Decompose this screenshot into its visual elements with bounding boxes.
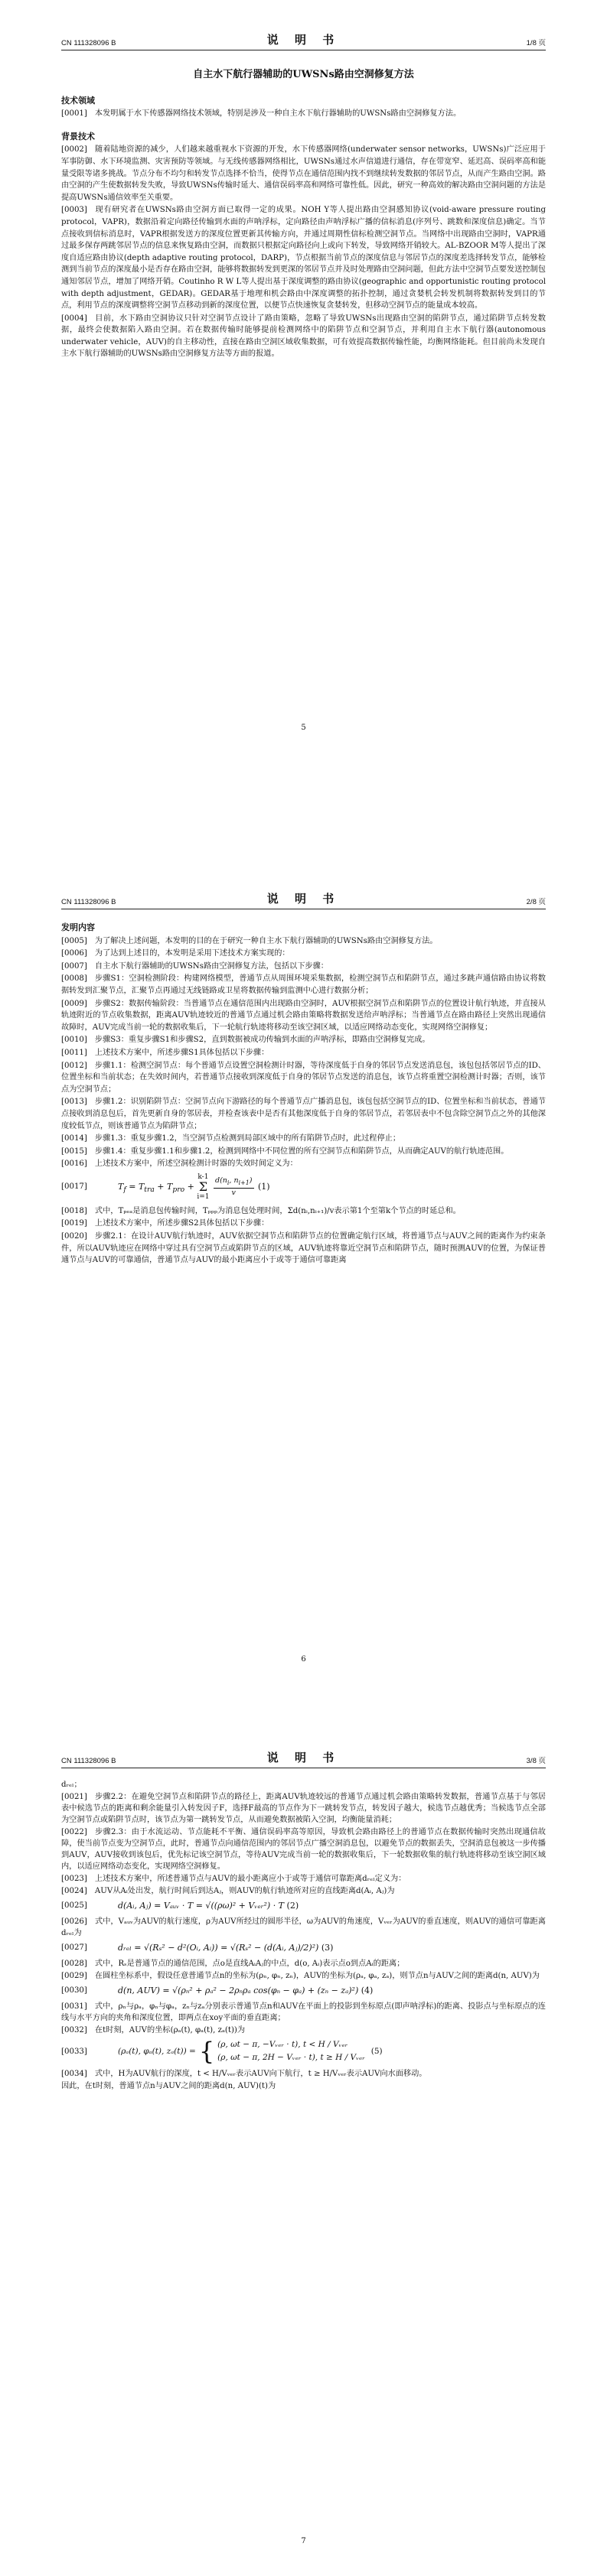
publication-number: CN 111328096 B — [61, 898, 116, 906]
page-footer-number: 7 — [301, 2537, 306, 2545]
section-heading: 发明内容 — [61, 922, 95, 932]
page-header — [61, 31, 546, 50]
paragraph: [0021] 步骤2.2：在避免空洞节点和陷阱节点的路径上，距离AUV轨迹较远的普通节点通过机会路由策略转发数据，普通节点基于与邻居表中候选节点的距离和剩余能量引入转发因子F，选择F最高的节点作为下一跳转发节点，转发因子越大，候选节点越优秀；当候选节点全部为空洞节点或陷阱节点时，该节点为第一跳转发节点，从而避免数据被陷入空洞，均衡能量消耗； — [61, 1793, 546, 1824]
page-body — [61, 1779, 546, 2093]
paragraph: [0014] 步骤1.3：重复步骤1.2，当空洞节点检测到局部区域中的所有陷阱节点时，此过程停止； — [61, 1134, 401, 1143]
paragraph: [0013] 步骤1.2：识别陷阱节点：空洞节点向下游路径的每个普通节点广播消息包，该包包括空洞节点的ID、位置坐标和当前状态，普通节点接收到消息包后，首先更新自身的邻居表，并检查该表中是否有其他深度低于自身的邻居节点，若邻居表中不包含除空洞节点之外的其他深度较低节点，则该普通节点为陷阱节点； — [61, 1098, 546, 1130]
page-header — [61, 1748, 546, 1768]
paragraph: [0032] 在t时刻，AUV的坐标(ρₐ(t), φₐ(t), zₐ(t))为 — [61, 2026, 246, 2034]
document-page-2 — [0, 859, 607, 1717]
document-title: 自主水下航行器辅助的UWSNs路由空洞修复方法 — [193, 69, 414, 80]
header-title: 说 明 书 — [266, 1751, 341, 1764]
paragraph: [0015] 步骤1.4：重复步骤1.1和步骤1.2，检测到网络中不同位置的所有空洞节点和陷阱节点，从而确定AUV的航行轨迹范围。 — [61, 1147, 509, 1156]
paragraph: [0001] 本发明属于水下传感器网络技术领域，特别是涉及一种自主水下航行器辅助的UWSNs路由空洞修复方法。 — [61, 109, 462, 119]
equation-1: [0017] $T_f = T_{tra} + T_{pro}$ + k-1 Σ i=1 $\frac{d(n_i, n_{i+1})}{v}$ (1) — [61, 1173, 270, 1201]
paragraph: [0022] 步骤2.3：由于水流运动、节点能耗不平衡、通信误码率高等原因，导致机会路由路径上的普通节点在数据传输时突然出现通信故障，使当前节点变为空洞节点，此时，普通节点向通信范围内的邻居节点广播空洞消息包，以避免节点的数据丢失，空洞消息包被这一步传播到AUV，AUV接收到该包后，优先标记该空洞节点，等待AUV完成当前一轮的数据收集后，下一轮数据收集的航行轨迹将移动至该空洞区域内，以适应网络动态变化，实现网络空洞修复。 — [61, 1828, 546, 1871]
paragraph: [0034] 式中，H为AUV航行的深度，t < H/Vᵥₑᵣ表示AUV向下航行，t ≥ H/Vᵥₑᵣ表示AUV向水面移动。 — [61, 2070, 427, 2078]
document-page-3 — [0, 1718, 607, 2576]
paragraph: [0024] AUV从Aᵢ处出发，航行时间后到达Aⱼ，则AUV的航行轨迹所对应的直线距离d(Aᵢ, Aⱼ)为 — [61, 1887, 395, 1895]
paragraph: [0005] 为了解决上述问题，本发明的目的在于研究一种自主水下航行器辅助的UWSNs路由空洞修复方法。 — [61, 936, 438, 945]
paragraph: dᵣₑₗ； — [61, 1781, 82, 1789]
paragraph: [0023] 上述技术方案中，所述普通节点与AUV的最小距离应小于或等于通信可靠距离dᵣₑₗ定义为： — [61, 1875, 406, 1883]
paragraph: [0007] 自主水下航行器辅助的UWSNs路由空洞修复方法，包括以下步骤： — [61, 961, 328, 971]
paragraph: [0020] 步骤2.1：在设计AUV航行轨迹时，AUV依据空洞节点和陷阱节点的位置确定航行区域，将普通节点与AUV之间的距离作为约束条件，所以AUV轨迹应在网络中穿过具有空洞节点或陷阱节点的区域，AUV轨迹将靠近空洞节点和陷阱节点，随时预测AUV的位置，为保证普通节点与AUV的可靠通信，普通节点与AUV的最小距离应小于或等于通信可靠距离 — [61, 1232, 546, 1265]
publication-number: CN 111328096 B — [61, 39, 116, 47]
page-label: 2/8 页 — [526, 898, 546, 906]
paragraph: [0016] 上述技术方案中，所述空洞检测计时器的失效时间定义为： — [61, 1160, 298, 1169]
header-title: 说 明 书 — [266, 892, 341, 906]
page-header — [61, 890, 546, 909]
section-heading: 背景技术 — [61, 131, 95, 141]
paragraph: [0031] 式中，ρₙ与ρₐ，φₙ与φₐ，zₙ与zₐ分别表示普通节点n和AUV在平面上的投影到坐标原点(即声呐浮标)的距离、投影点与坐标原点的连线与水平方向的夹角和深度位置，即两点在xoy平面的垂直距离； — [61, 2002, 546, 2022]
equation-5: [0033] (ρₐ(t), φₐ(t), zₐ(t)) = { (ρ, ωt − π, −Vᵥₑᵣ · t), t < H / Vᵥₑᵣ (ρ, ωt − π, 2H − Vᵥₑᵣ · t), t ≥ H / Vᵥₑᵣ (5) — [61, 2037, 383, 2066]
equation-2: [0025] d(Aᵢ, Aⱼ) = Vₐᵤᵥ · T = √((ρω)² + Vᵥₑᵣ²) · T (2) — [61, 1901, 299, 1911]
equation-3: [0027] dᵣₑₗ = √(Rₛ² − d²(Oᵢ, Aᵢ)) = √(Rₛ² − (d(Aᵢ, Aⱼ)/2)²) (3) — [61, 1943, 334, 1953]
page-footer-number: 5 — [301, 724, 306, 732]
paragraph: [0006] 为了达到上述目的，本发明是采用下述技术方案实现的： — [61, 949, 290, 958]
page-label: 1/8 页 — [526, 39, 546, 47]
paragraph: [0011] 上述技术方案中，所述步骤S1具体包括以下步骤： — [61, 1048, 269, 1057]
publication-number: CN 111328096 B — [61, 1757, 116, 1765]
paragraph: [0028] 式中，Rₛ是普通节点的通信范围，点o是直线AᵢAⱼ的中点，d(o, Aᵢ)表示点o到点Aᵢ的距离； — [61, 1960, 405, 1968]
paragraph: [0018] 式中，Tₚₑₐ是消息包传输时间，Tₚₚₚ为消息包处理时间，Σd(nᵢ,nᵢ₊₁)/v表示第1个至第k个节点的时延总和。 — [61, 1206, 461, 1215]
paragraph: [0012] 步骤1.1：检测空洞节点：每个普通节点设置空洞检测计时器，等待深度低于自身的邻居节点发送消息包，该包包括邻居节点的ID、位置坐标和当前状态；在失效时间内，若普通节点接收到深度低于自身的邻居节点发送的消息包，该节点将重置空洞检测计时器；否则，该节点为空洞节点； — [61, 1061, 546, 1094]
paragraph: [0003] 现有研究者在UWSNs路由空洞方面已取得一定的成果。NOH Y等人提出路由空洞感知协议(void-aware pressure routing protocol，VAPR)，数据沿着定向路径传输到水面的声呐浮标，定向路径由声呐浮标广播的信标消息(序列号、跳数和深度信息)确定。当节点接收到信标消息时，VAPR根据发送方的深度位置更新其传输方向，并通过周期性信标检测空洞节点。当网络中出现路由空洞时，VAPR通过最多保存两跳邻居节点的信息来恢复路由空洞，而数据只根据定向路径向上或向下转发，导致网络开销较大。AL-BZOOR M等人提出了深度自适应路由协议(depth adaptive routing protocol，DARP)，节点根据当前节点的深度信息与邻居节点的深度差选择转发节点，能够检测到当前节点的深度最小是否存在路由空洞，能够将数据转发到更深的邻居节点并及时处理路由空洞问题，但此方法中空洞节点要发送控制包通知邻居节点，增加了网络开销。Coutinho R W L等人提出基于深度调整的路由协议(geographic and opportunistic routing protocol with depth adjustment，GEDAR)。GEDAR基于地理和机会路由中深度调整的拓扑控制，通过贪婪机会转发机制将数据转发到目的节点，利用节点的深度调整将空洞节点移动到新的深度位置，以便节点快速恢复贪婪转发，但移动空洞节点的能量成本较高。 — [61, 206, 546, 311]
paragraph: [0008] 步骤S1：空洞检测阶段：构建网络模型，普通节点从周围环境采集数据，检测空洞节点和陷阱节点，通过多跳声通信路由协议将数据转发到汇聚节点，汇聚节点再通过无线链路或卫星将数据传输到监测中心进行数据分析； — [61, 974, 546, 995]
paragraph: [0026] 式中，Vₐᵤᵥ为AUV的航行速度，ρ为AUV所经过的圆形半径，ω为AUV的角速度，Vᵥₑᵣ为AUV的垂直速度，则AUV的通信可靠距离dᵣₑₗ为 — [61, 1917, 546, 1937]
paragraph: 因此，在t时刻，普通节点n与AUV之间的距离d(n, AUV)(t)为 — [61, 2082, 276, 2090]
section-heading: 技术领域 — [61, 95, 95, 106]
document-page-1 — [0, 0, 607, 858]
paragraph: [0019] 上述技术方案中，所述步骤S2具体包括以下步骤： — [61, 1219, 269, 1228]
paragraph: [0029] 在圆柱坐标系中，假设任意普通节点n的坐标为(ρₙ, φₙ, zₙ)，AUV的坐标为(ρₐ, φₐ, zₐ)，则节点n与AUV之间的距离d(n, AUV)为 — [61, 1972, 540, 1980]
paragraph: [0002] 随着陆地资源的减少，人们越来越重视水下资源的开发，水下传感器网络(underwater sensor networks，UWSNs)广泛应用于军事防御、水下环境监测、灾害预防等领域。与无线传感器网络相比，UWSNs通过水声信道进行通信，存在带宽窄、延迟高、误码率高和能量受限等诸多挑战。节点分布不均匀和转发节点选择不恰当，使得节点在通信范围内找不到继续转发数据的邻居节点，从而产生路由空洞。路由空洞的产生使数据转发失败，导致UWSNs传输时延大、通信误码率高和网络可靠性低。因此，研究一种高效的解决路由空洞问题的方法是提高UWSNs通信效率至关重要。 — [61, 145, 546, 202]
page-footer-number: 6 — [301, 1655, 306, 1664]
page-body — [61, 920, 546, 1267]
equation-4: [0030] d(n, AUV) = √(ρₙ² + ρₐ² − 2ρₙρₐ cos(φₙ − φₐ) + (zₙ − zₐ)²) (4) — [61, 1986, 374, 1995]
page-label: 3/8 页 — [526, 1757, 546, 1765]
paragraph: [0010] 步骤S3：重复步骤S1和步骤S2，直到数据被成功传输到水面的声呐浮标，即路由空洞修复完成。 — [61, 1036, 430, 1045]
paragraph: [0004] 目前，水下路由空洞协议只针对空洞节点设计了路由策略，忽略了导致UWSNs出现路由空洞的陷阱节点，通过陷阱节点转发数据，最终会使数据陷入路由空洞。若在数据传输时能够提前检测网络中的陷阱节点和空洞节点，并利用自主水下航行器(autonomous underwater vehicle，AUV)的自主移动性，直接在路由空洞区域收集数据，可有效提高数据传输性能，均衡网络能耗。但目前尚未发现自主水下航行器辅助的UWSNs路由空洞修复方法等方面的报道。 — [61, 314, 546, 359]
header-title: 说 明 书 — [266, 33, 341, 47]
paragraph: [0009] 步骤S2：数据传输阶段：当普通节点在通信范围内出现路由空洞时，AUV根据空洞节点和陷阱节点的位置设计航行轨迹，并直接从轨迹附近的节点收集数据，距离AUV轨迹较近的普通节点通过机会路由策略将数据发送给声呐浮标；当普通节点在路由路径上突然出现通信故障时，AUV完成当前一轮的数据收集后，下一轮航行轨迹将移动至该空洞区域，以适应网络动态变化，实现网络空洞修复； — [61, 999, 546, 1032]
page-body — [61, 61, 546, 361]
